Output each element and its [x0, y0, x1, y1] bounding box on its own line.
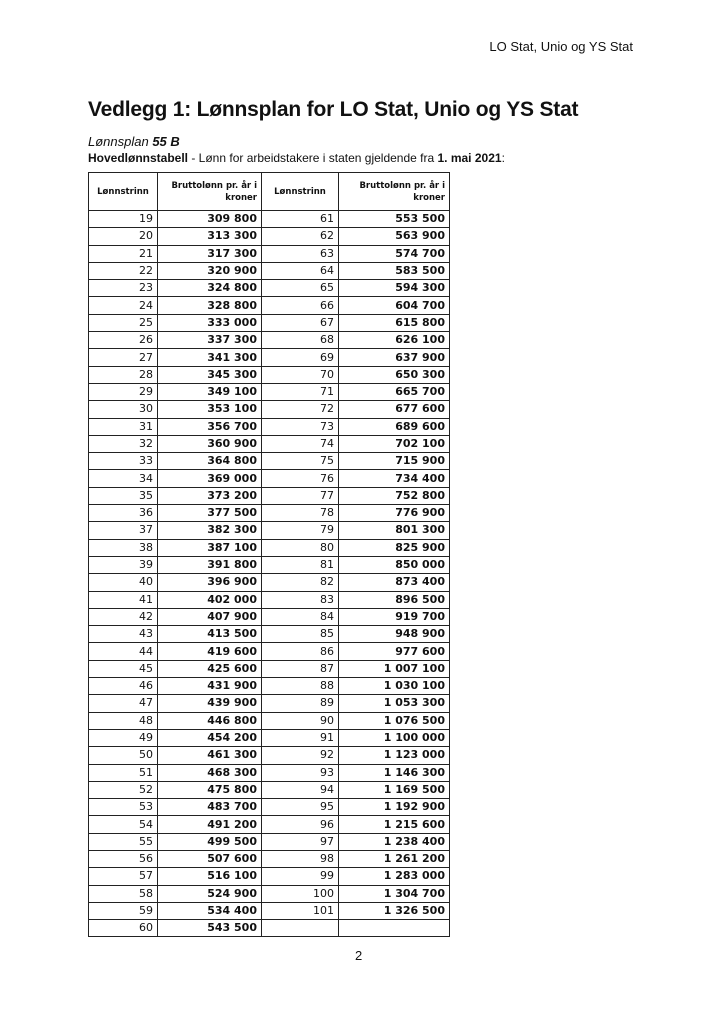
step-cell: 29 [89, 383, 158, 400]
table-row [89, 660, 450, 677]
wage-cell: 1 304 700 [339, 885, 450, 902]
wage-cell: 626 100 [339, 332, 450, 349]
description-date: 1. mai 2021 [437, 151, 502, 165]
table-description [88, 151, 505, 165]
wage-cell [339, 920, 450, 937]
step-cell: 56 [89, 850, 158, 867]
wage-cell: 524 900 [158, 885, 262, 902]
wage-cell: 650 300 [339, 366, 450, 383]
wage-cell: 919 700 [339, 608, 450, 625]
wage-cell: 373 200 [158, 487, 262, 504]
step-cell: 101 [262, 902, 339, 919]
step-cell: 71 [262, 383, 339, 400]
step-cell: 19 [89, 211, 158, 228]
wage-cell: 1 169 500 [339, 781, 450, 798]
wage-cell: 377 500 [158, 505, 262, 522]
wage-cell: 1 261 200 [339, 850, 450, 867]
wage-cell: 320 900 [158, 262, 262, 279]
wage-cell: 349 100 [158, 383, 262, 400]
wage-cell: 776 900 [339, 505, 450, 522]
step-cell: 84 [262, 608, 339, 625]
step-cell: 44 [89, 643, 158, 660]
header-wage-right [339, 173, 450, 211]
table-row [89, 280, 450, 297]
description-bold: Hovedlønnstabell [88, 151, 189, 165]
step-cell: 40 [89, 574, 158, 591]
wage-cell: 553 500 [339, 211, 450, 228]
table-row [89, 245, 450, 262]
step-cell: 35 [89, 487, 158, 504]
step-cell: 51 [89, 764, 158, 781]
header-wage-left [158, 173, 262, 211]
table-row [89, 833, 450, 850]
wage-cell: 425 600 [158, 660, 262, 677]
table-row [89, 729, 450, 746]
wage-cell: 850 000 [339, 556, 450, 573]
step-cell: 65 [262, 280, 339, 297]
table-row [89, 487, 450, 504]
step-cell: 53 [89, 799, 158, 816]
wage-cell: 825 900 [339, 539, 450, 556]
wage-cell: 341 300 [158, 349, 262, 366]
plan-code: 55 B [152, 134, 180, 149]
wage-cell: 461 300 [158, 747, 262, 764]
wage-cell: 337 300 [158, 332, 262, 349]
step-cell: 96 [262, 816, 339, 833]
step-cell: 82 [262, 574, 339, 591]
description-text: - Lønn for arbeidstakere i staten gjeldende fra [188, 151, 438, 165]
step-cell: 62 [262, 228, 339, 245]
step-cell: 88 [262, 678, 339, 695]
table-row [89, 574, 450, 591]
step-cell: 67 [262, 314, 339, 331]
wage-cell: 313 300 [158, 228, 262, 245]
table-row [89, 383, 450, 400]
step-cell: 46 [89, 678, 158, 695]
header-wage-left-line1: Bruttolønn pr. år i [171, 180, 257, 191]
table-row [89, 470, 450, 487]
wage-cell: 328 800 [158, 297, 262, 314]
step-cell: 27 [89, 349, 158, 366]
wage-cell: 446 800 [158, 712, 262, 729]
step-cell: 37 [89, 522, 158, 539]
step-cell: 36 [89, 505, 158, 522]
wage-cell: 396 900 [158, 574, 262, 591]
step-cell: 95 [262, 799, 339, 816]
table-row [89, 816, 450, 833]
step-cell: 48 [89, 712, 158, 729]
table-row [89, 332, 450, 349]
table-row [89, 539, 450, 556]
table-row [89, 764, 450, 781]
wage-cell: 677 600 [339, 401, 450, 418]
wage-cell: 615 800 [339, 314, 450, 331]
step-cell: 72 [262, 401, 339, 418]
table-row [89, 695, 450, 712]
table-row [89, 626, 450, 643]
table-row [89, 366, 450, 383]
wage-cell: 604 700 [339, 297, 450, 314]
table-row [89, 314, 450, 331]
table-row [89, 799, 450, 816]
wage-cell: 1 192 900 [339, 799, 450, 816]
table-row [89, 885, 450, 902]
step-cell: 83 [262, 591, 339, 608]
step-cell: 70 [262, 366, 339, 383]
wage-cell: 382 300 [158, 522, 262, 539]
description-end: : [501, 151, 505, 165]
step-cell: 93 [262, 764, 339, 781]
wage-cell: 345 300 [158, 366, 262, 383]
table-row [89, 297, 450, 314]
wage-cell: 507 600 [158, 850, 262, 867]
table-row [89, 211, 450, 228]
step-cell: 30 [89, 401, 158, 418]
wage-cell: 360 900 [158, 435, 262, 452]
table-row [89, 868, 450, 885]
wage-cell: 317 300 [158, 245, 262, 262]
step-cell: 24 [89, 297, 158, 314]
wage-cell: 1 238 400 [339, 833, 450, 850]
wage-cell: 483 700 [158, 799, 262, 816]
step-cell: 89 [262, 695, 339, 712]
step-cell: 90 [262, 712, 339, 729]
step-cell: 64 [262, 262, 339, 279]
header-step-left: Lønnstrinn [89, 173, 158, 211]
table-row [89, 643, 450, 660]
step-cell: 52 [89, 781, 158, 798]
wage-cell: 543 500 [158, 920, 262, 937]
wage-cell: 413 500 [158, 626, 262, 643]
step-cell: 43 [89, 626, 158, 643]
wage-cell: 439 900 [158, 695, 262, 712]
step-cell: 85 [262, 626, 339, 643]
wage-cell: 734 400 [339, 470, 450, 487]
step-cell: 54 [89, 816, 158, 833]
wage-cell: 475 800 [158, 781, 262, 798]
step-cell: 76 [262, 470, 339, 487]
table-row [89, 418, 450, 435]
step-cell: 79 [262, 522, 339, 539]
step-cell: 55 [89, 833, 158, 850]
step-cell: 78 [262, 505, 339, 522]
wage-cell: 516 100 [158, 868, 262, 885]
step-cell: 100 [262, 885, 339, 902]
step-cell: 74 [262, 435, 339, 452]
wage-cell: 977 600 [339, 643, 450, 660]
step-cell: 77 [262, 487, 339, 504]
wage-cell: 491 200 [158, 816, 262, 833]
wage-cell: 563 900 [339, 228, 450, 245]
wage-cell: 1 123 000 [339, 747, 450, 764]
step-cell: 49 [89, 729, 158, 746]
step-cell: 31 [89, 418, 158, 435]
header-wage-right-line2: kroner [413, 192, 445, 203]
wage-cell: 454 200 [158, 729, 262, 746]
step-cell: 25 [89, 314, 158, 331]
plan-subtitle-prefix: Lønnsplan [88, 134, 153, 149]
step-cell: 47 [89, 695, 158, 712]
table-row [89, 401, 450, 418]
wage-cell: 594 300 [339, 280, 450, 297]
step-cell: 22 [89, 262, 158, 279]
wage-table-body [89, 211, 450, 937]
wage-cell: 534 400 [158, 902, 262, 919]
step-cell: 23 [89, 280, 158, 297]
step-cell: 81 [262, 556, 339, 573]
wage-cell: 1 030 100 [339, 678, 450, 695]
step-cell: 91 [262, 729, 339, 746]
wage-cell: 356 700 [158, 418, 262, 435]
wage-cell: 402 000 [158, 591, 262, 608]
wage-cell: 499 500 [158, 833, 262, 850]
page-title: Vedlegg 1: Lønnsplan for LO Stat, Unio og YS Stat [88, 98, 579, 121]
step-cell: 94 [262, 781, 339, 798]
wage-cell: 431 900 [158, 678, 262, 695]
step-cell: 86 [262, 643, 339, 660]
step-cell: 38 [89, 539, 158, 556]
step-cell: 26 [89, 332, 158, 349]
step-cell: 58 [89, 885, 158, 902]
table-row [89, 453, 450, 470]
step-cell: 34 [89, 470, 158, 487]
step-cell: 59 [89, 902, 158, 919]
wage-cell: 896 500 [339, 591, 450, 608]
table-row [89, 747, 450, 764]
step-cell: 42 [89, 608, 158, 625]
step-cell: 20 [89, 228, 158, 245]
table-row [89, 349, 450, 366]
wage-cell: 407 900 [158, 608, 262, 625]
wage-cell: 468 300 [158, 764, 262, 781]
wage-table [88, 172, 450, 937]
step-cell: 97 [262, 833, 339, 850]
wage-cell: 752 800 [339, 487, 450, 504]
step-cell: 63 [262, 245, 339, 262]
step-cell: 92 [262, 747, 339, 764]
step-cell: 21 [89, 245, 158, 262]
plan-subtitle [88, 134, 180, 149]
wage-cell: 369 000 [158, 470, 262, 487]
wage-cell: 1 146 300 [339, 764, 450, 781]
table-row [89, 902, 450, 919]
step-cell: 66 [262, 297, 339, 314]
wage-cell: 1 007 100 [339, 660, 450, 677]
wage-cell: 391 800 [158, 556, 262, 573]
wage-cell: 574 700 [339, 245, 450, 262]
wage-cell: 419 600 [158, 643, 262, 660]
wage-cell: 1 076 500 [339, 712, 450, 729]
step-cell: 45 [89, 660, 158, 677]
header-step-right: Lønnstrinn [262, 173, 339, 211]
table-row [89, 505, 450, 522]
step-cell: 33 [89, 453, 158, 470]
table-row [89, 228, 450, 245]
running-header: LO Stat, Unio og YS Stat [489, 39, 633, 54]
step-cell: 80 [262, 539, 339, 556]
table-row [89, 556, 450, 573]
table-row [89, 435, 450, 452]
step-cell: 75 [262, 453, 339, 470]
wage-cell: 689 600 [339, 418, 450, 435]
wage-cell: 364 800 [158, 453, 262, 470]
wage-cell: 1 215 600 [339, 816, 450, 833]
wage-cell: 637 900 [339, 349, 450, 366]
wage-cell: 702 100 [339, 435, 450, 452]
wage-cell: 715 900 [339, 453, 450, 470]
wage-cell: 1 100 000 [339, 729, 450, 746]
step-cell: 32 [89, 435, 158, 452]
table-row [89, 608, 450, 625]
header-wage-left-line2: kroner [225, 192, 257, 203]
table-row [89, 591, 450, 608]
step-cell: 87 [262, 660, 339, 677]
table-row [89, 712, 450, 729]
wage-cell: 948 900 [339, 626, 450, 643]
wage-cell: 801 300 [339, 522, 450, 539]
wage-cell: 324 800 [158, 280, 262, 297]
table-header-row [89, 173, 450, 211]
step-cell [262, 920, 339, 937]
table-row [89, 850, 450, 867]
table-row [89, 522, 450, 539]
step-cell: 39 [89, 556, 158, 573]
wage-cell: 873 400 [339, 574, 450, 591]
step-cell: 99 [262, 868, 339, 885]
step-cell: 69 [262, 349, 339, 366]
wage-cell: 665 700 [339, 383, 450, 400]
wage-cell: 353 100 [158, 401, 262, 418]
step-cell: 41 [89, 591, 158, 608]
wage-cell: 309 800 [158, 211, 262, 228]
step-cell: 98 [262, 850, 339, 867]
step-cell: 68 [262, 332, 339, 349]
table-row [89, 781, 450, 798]
step-cell: 50 [89, 747, 158, 764]
page-number: 2 [355, 948, 363, 963]
step-cell: 60 [89, 920, 158, 937]
step-cell: 28 [89, 366, 158, 383]
wage-cell: 1 283 000 [339, 868, 450, 885]
table-row [89, 262, 450, 279]
wage-cell: 387 100 [158, 539, 262, 556]
step-cell: 57 [89, 868, 158, 885]
step-cell: 73 [262, 418, 339, 435]
header-wage-right-line1: Bruttolønn pr. år i [359, 180, 445, 191]
table-row [89, 920, 450, 937]
table-row [89, 678, 450, 695]
wage-cell: 1 053 300 [339, 695, 450, 712]
wage-cell: 333 000 [158, 314, 262, 331]
wage-cell: 583 500 [339, 262, 450, 279]
wage-cell: 1 326 500 [339, 902, 450, 919]
step-cell: 61 [262, 211, 339, 228]
